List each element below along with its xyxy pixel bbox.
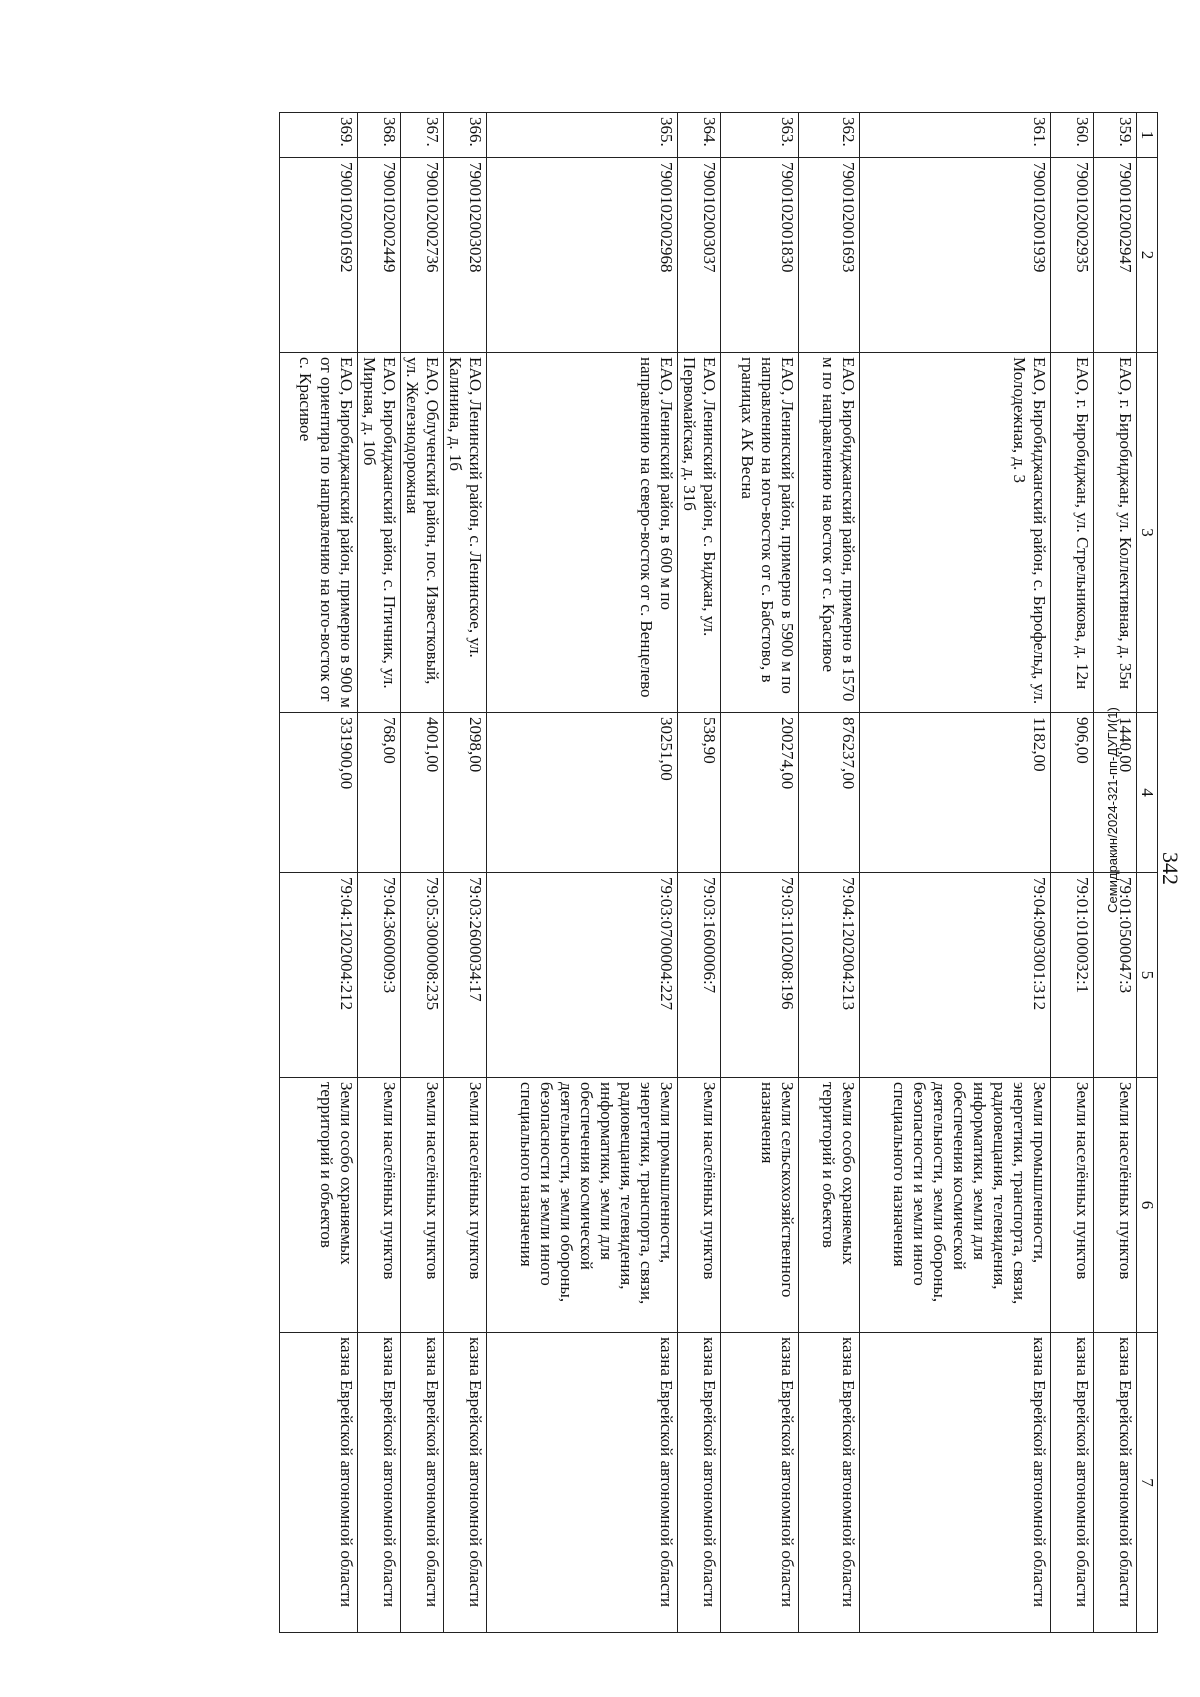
area: 906,00 <box>1050 713 1093 873</box>
table-row <box>357 113 400 1633</box>
registry-code: 7900102002935 <box>1050 158 1093 353</box>
row-number: 364. <box>677 113 720 158</box>
address: ЕАО, Биробиджанский район, с. Бирофельд, ул. Молодежная, д. 3 <box>859 353 1050 713</box>
row-number: 360. <box>1050 113 1093 158</box>
registry-code: 7900102003028 <box>443 158 486 353</box>
row-number: 368. <box>357 113 400 158</box>
land-category: Земли населённых пунктов <box>357 1078 400 1333</box>
land-category: Земли промышленности, энергетики, транспорта, связи, радиовещания, телевидения, информатики, земли для обеспечения космической деятельности, земли обороны, безопасности и земли иного специального назначения <box>859 1078 1050 1333</box>
address: ЕАО, Ленинский район, с. Ленинское, ул. Калинина, д. 1б <box>443 353 486 713</box>
cadastral-number: 79:03:2600034:17 <box>443 873 486 1078</box>
land-category: Земли особо охраняемых территорий и объектов <box>798 1078 859 1333</box>
row-number: 366. <box>443 113 486 158</box>
registry-code: 7900102002736 <box>400 158 443 353</box>
cadastral-number: 79:03:1102008:196 <box>720 873 798 1078</box>
property-registry-table <box>279 112 1158 1633</box>
area: 1440,00 <box>1093 713 1136 873</box>
column-header: 4 <box>1136 713 1157 873</box>
table-row <box>798 113 859 1633</box>
area: 2098,00 <box>443 713 486 873</box>
table-row <box>486 113 677 1633</box>
cadastral-number: 79:05:3000008:235 <box>400 873 443 1078</box>
row-number: 361. <box>859 113 1050 158</box>
registry-code: 7900102001693 <box>798 158 859 353</box>
owner: казна Еврейской автономной области <box>279 1333 357 1633</box>
table-row <box>279 113 357 1633</box>
cadastral-number: 79:04:1202004:212 <box>279 873 357 1078</box>
land-category: Земли населённых пунктов <box>443 1078 486 1333</box>
land-category: Земли населённых пунктов <box>400 1078 443 1333</box>
row-number: 369. <box>279 113 357 158</box>
area: 4001,00 <box>400 713 443 873</box>
land-category: Земли населённых пунктов <box>677 1078 720 1333</box>
owner: казна Еврейской автономной области <box>720 1333 798 1633</box>
area: 200274,00 <box>720 713 798 873</box>
cadastral-number: 79:04:0903001:312 <box>859 873 1050 1078</box>
owner: казна Еврейской автономной области <box>1050 1333 1093 1633</box>
area: 331900,00 <box>279 713 357 873</box>
area: 30251,00 <box>486 713 677 873</box>
column-header: 6 <box>1136 1078 1157 1333</box>
address: ЕАО, Ленинский район, в 600 м по направлению на северо-восток от с. Венцелево <box>486 353 677 713</box>
row-number: 365. <box>486 113 677 158</box>
registry-code: 7900102002968 <box>486 158 677 353</box>
cadastral-number: 79:01:0500047:3 <box>1093 873 1136 1078</box>
column-header: 2 <box>1136 158 1157 353</box>
owner: казна Еврейской автономной области <box>443 1333 486 1633</box>
address: ЕАО, Ленинский район, с. Биджан, ул. Первомайская, д. 31б <box>677 353 720 713</box>
table-row <box>859 113 1050 1633</box>
owner: казна Еврейской автономной области <box>1093 1333 1136 1633</box>
address: ЕАО, Ленинский район, примерно в 5900 м по направлению на юго-восток от с. Бабстово, в границах АК Весна <box>720 353 798 713</box>
page-number: 342 <box>1158 852 1183 885</box>
column-header: 3 <box>1136 353 1157 713</box>
registry-code: 7900102002449 <box>357 158 400 353</box>
table-header-row <box>1136 113 1157 1633</box>
registry-code: 7900102003037 <box>677 158 720 353</box>
land-category: Земли населённых пунктов <box>1093 1078 1136 1333</box>
owner: казна Еврейской автономной области <box>357 1333 400 1633</box>
address: ЕАО, Биробиджанский район, примерно в 1570 м по направлению на восток от с. Красивое <box>798 353 859 713</box>
area: 538,90 <box>677 713 720 873</box>
address: ЕАО, г. Биробиджан, ул. Стрельникова, д. 12н <box>1050 353 1093 713</box>
cadastral-number: 79:04:1202004:213 <box>798 873 859 1078</box>
cadastral-number: 79:03:1600006:7 <box>677 873 720 1078</box>
registry-code: 7900102001692 <box>279 158 357 353</box>
cadastral-number: 79:04:3600009:3 <box>357 873 400 1078</box>
registry-code: 7900102002947 <box>1093 158 1136 353</box>
registry-code: 7900102001939 <box>859 158 1050 353</box>
land-category: Земли сельскохозяйственного назначения <box>720 1078 798 1333</box>
area: 876237,00 <box>798 713 859 873</box>
owner: казна Еврейской автономной области <box>400 1333 443 1633</box>
table-row <box>1050 113 1093 1633</box>
row-number: 363. <box>720 113 798 158</box>
table-row <box>677 113 720 1633</box>
area: 768,00 <box>357 713 400 873</box>
document-code: Семидракин/2024-321-пп-ДУГИ(1) <box>1105 707 1120 913</box>
cadastral-number: 79:03:0700004:227 <box>486 873 677 1078</box>
owner: казна Еврейской автономной области <box>486 1333 677 1633</box>
table-row <box>400 113 443 1633</box>
table-row <box>443 113 486 1633</box>
owner: казна Еврейской автономной области <box>859 1333 1050 1633</box>
row-number: 359. <box>1093 113 1136 158</box>
address: ЕАО, г. Биробиджан, ул. Коллективная, д. 35н <box>1093 353 1136 713</box>
row-number: 367. <box>400 113 443 158</box>
column-header: 5 <box>1136 873 1157 1078</box>
document-sheet <box>85 92 1185 1662</box>
area: 1182,00 <box>859 713 1050 873</box>
address: ЕАО, Биробиджанский район, с. Птичник, ул. Мирная, д. 10б <box>357 353 400 713</box>
land-category: Земли промышленности, энергетики, транспорта, связи, радиовещания, телевидения, информатики, земли для обеспечения космической деятельности, земли обороны, безопасности и земли иного специального назначения <box>486 1078 677 1333</box>
row-number: 362. <box>798 113 859 158</box>
owner: казна Еврейской автономной области <box>798 1333 859 1633</box>
table-row <box>720 113 798 1633</box>
address: ЕАО, Биробиджанский район, примерно в 900 м от ориентира по направлению на юго-восток от с. Красивое <box>279 353 357 713</box>
owner: казна Еврейской автономной области <box>677 1333 720 1633</box>
registry-code: 7900102001830 <box>720 158 798 353</box>
column-header: 7 <box>1136 1333 1157 1633</box>
column-header: 1 <box>1136 113 1157 158</box>
land-category: Земли населённых пунктов <box>1050 1078 1093 1333</box>
cadastral-number: 79:01:0100032:1 <box>1050 873 1093 1078</box>
land-category: Земли особо охраняемых территорий и объектов <box>279 1078 357 1333</box>
address: ЕАО, Облученский район, пос. Известковый, ул. Железнодорожная <box>400 353 443 713</box>
